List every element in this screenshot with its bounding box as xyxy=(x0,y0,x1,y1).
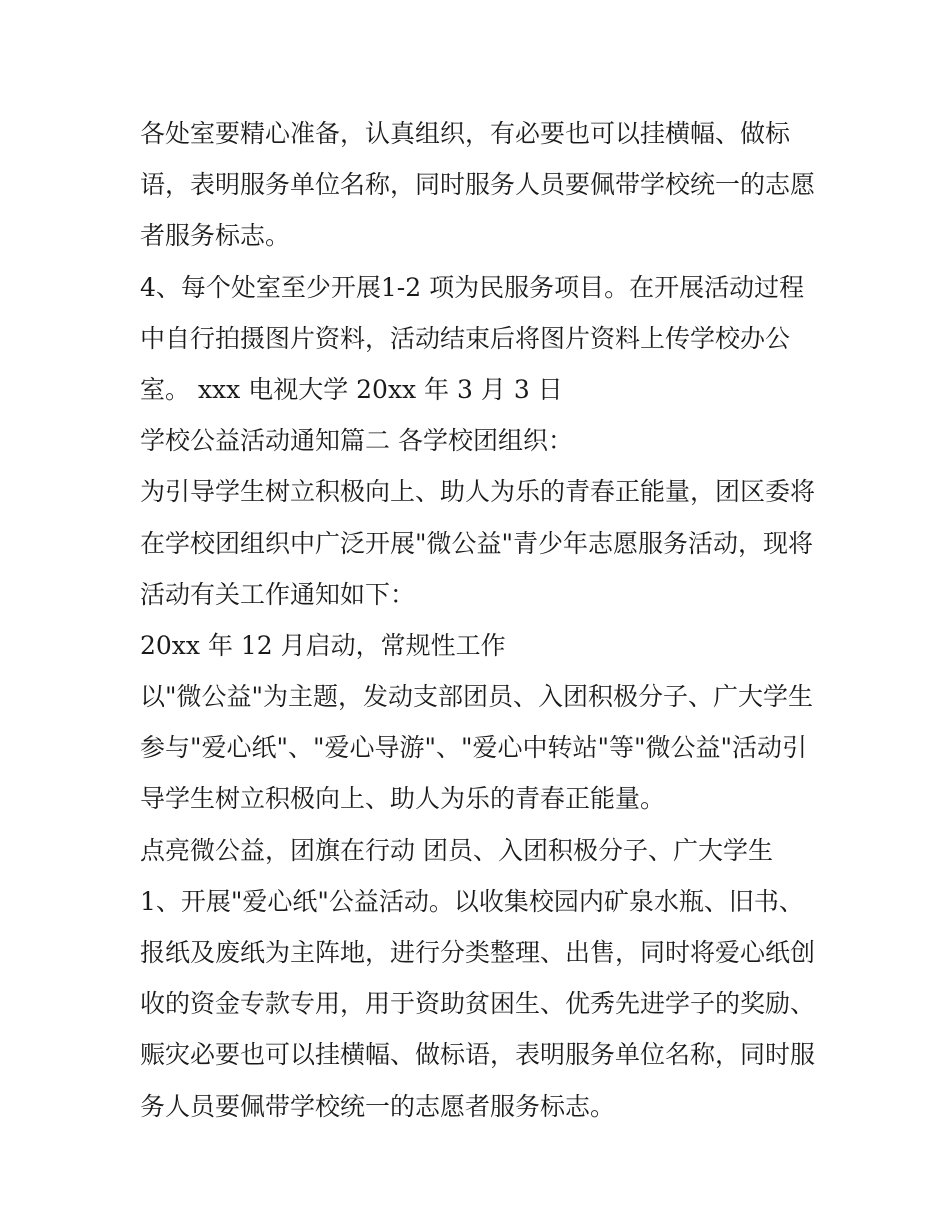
text-line: 赈灾必要也可以挂横幅、做标语，表明服务单位名称，同时服 xyxy=(140,1040,816,1070)
text-line: 4、每个处室至少开展1-2 项为民服务项目。在开展活动过程 xyxy=(140,272,805,302)
text-line: 参与"爱心纸"、"爱心导游"、"爱心中转站"等"微公益"活动引 xyxy=(140,733,807,763)
text-line: 活动有关工作通知如下： xyxy=(140,579,416,609)
text-line: 学校公益活动通知篇二 各学校团组织： xyxy=(140,426,573,456)
text-line: 中自行拍摄图片资料，活动结束后将图片资料上传学校办公 xyxy=(140,323,791,353)
text-line: 者服务标志。 xyxy=(140,221,291,251)
text-line: 语，表明服务单位名称，同时服务人员要佩带学校统一的志愿 xyxy=(140,170,816,200)
text-line: 务人员要佩带学校统一的志愿者服务标志。 xyxy=(140,1091,616,1121)
text-line: 在学校团组织中广泛开展"微公益"青少年志愿服务活动，现将 xyxy=(140,528,814,558)
text-line: 导学生树立积极向上、助人为乐的青春正能量。 xyxy=(140,784,666,814)
document-body xyxy=(140,108,830,1132)
text-line: 20xx 年 12 月启动，常规性工作 xyxy=(140,630,506,660)
text-line: 1、开展"爱心纸"公益活动。以收集校园内矿泉水瓶、旧书、 xyxy=(140,886,804,916)
text-line: 为引导学生树立积极向上、助人为乐的青春正能量，团区委将 xyxy=(140,477,816,507)
text-line: 室。 xxx 电视大学 20xx 年 3 月 3 日 xyxy=(140,374,563,404)
text-line: 各处室要精心准备，认真组织，有必要也可以挂横幅、做标 xyxy=(140,119,791,148)
text-line: 报纸及废纸为主阵地，进行分类整理、出售，同时将爱心纸创 xyxy=(140,938,816,967)
text-line: 点亮微公益，团旗在行动 团员、入团积极分子、广大学生 xyxy=(140,835,773,865)
text-line: 以"微公益"为主题，发动支部团员、入团积极分子、广大学生 xyxy=(140,682,814,712)
text-line: 收的资金专款专用，用于资助贫困生、优秀先进学子的奖励、 xyxy=(140,989,816,1019)
